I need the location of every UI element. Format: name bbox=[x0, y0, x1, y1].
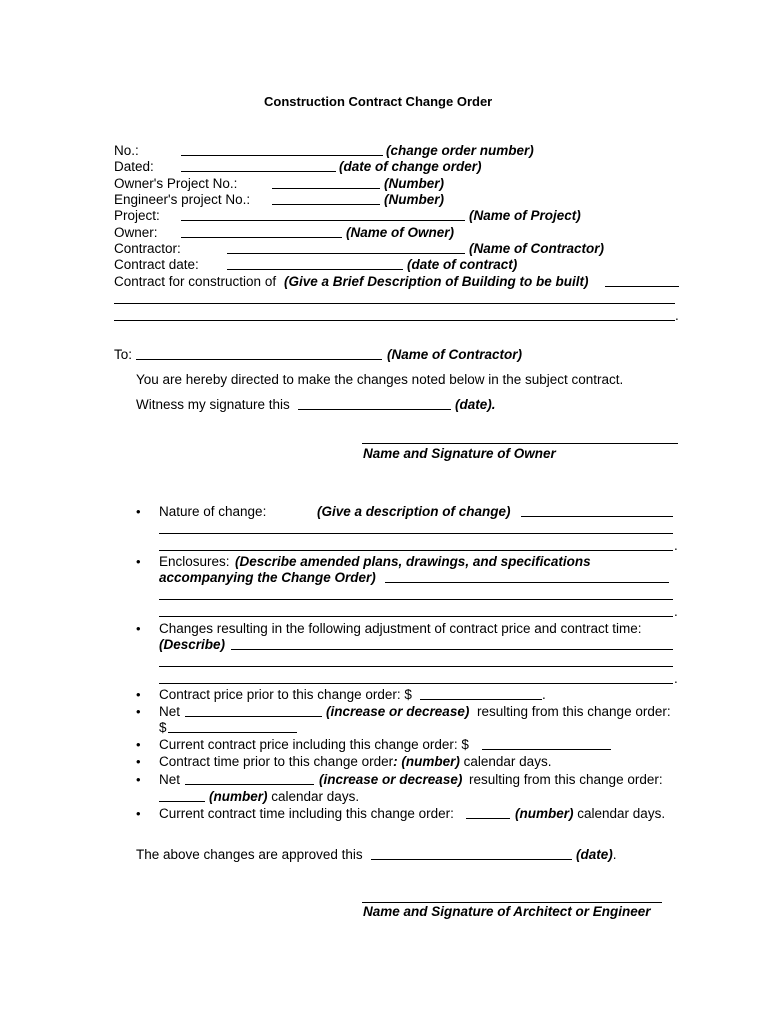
enclosures-hint-1: (Describe amended plans, drawings, and specifications bbox=[235, 554, 591, 569]
to-label: To: bbox=[114, 347, 133, 362]
document-title: Construction Contract Change Order bbox=[264, 94, 493, 109]
bullet-net-time: • bbox=[136, 772, 141, 787]
net-time-days-blank[interactable] bbox=[159, 801, 205, 802]
contractor-hint: (Name of Contractor) bbox=[469, 241, 605, 256]
net-time-days: calendar days. bbox=[271, 789, 360, 804]
bullet-net-price: • bbox=[136, 704, 141, 719]
describe-blank-3[interactable] bbox=[159, 683, 673, 684]
price-prior-blank[interactable] bbox=[420, 699, 542, 700]
contractor-label: Contractor: bbox=[114, 241, 181, 256]
nature-label: Nature of change: bbox=[159, 504, 267, 519]
net-price-blank[interactable] bbox=[185, 716, 322, 717]
contract-date-label: Contract date: bbox=[114, 257, 199, 272]
engineer-project-hint: (Number) bbox=[384, 192, 444, 207]
enclosures-blank[interactable] bbox=[385, 582, 669, 583]
net-price-hint: (increase or decrease) bbox=[326, 704, 470, 719]
owner-blank[interactable] bbox=[181, 237, 342, 238]
net-price-dollar: $ bbox=[159, 720, 167, 735]
project-hint: (Name of Project) bbox=[469, 208, 581, 223]
time-prior-label: Contract time prior to this change order bbox=[159, 754, 394, 769]
net-price-amount-blank[interactable] bbox=[168, 732, 297, 733]
witness-text: Witness my signature this bbox=[136, 397, 290, 412]
describe-blank-2[interactable] bbox=[159, 666, 673, 667]
no-blank[interactable] bbox=[181, 155, 383, 156]
project-blank[interactable] bbox=[181, 220, 465, 221]
current-time-text: Current contract time including this change order: bbox=[159, 806, 454, 821]
current-price-text: Current contract price including this change order: $ bbox=[159, 737, 469, 752]
current-time-days-text bbox=[515, 806, 665, 822]
construction-blank-3[interactable] bbox=[114, 320, 675, 321]
approval-blank[interactable] bbox=[371, 859, 572, 860]
contract-date-hint: (date of contract) bbox=[407, 257, 518, 272]
project-label: Project: bbox=[114, 208, 160, 223]
bullet-enclosures: • bbox=[136, 554, 141, 569]
engineer-project-blank[interactable] bbox=[272, 204, 380, 205]
contract-date-blank[interactable] bbox=[227, 269, 403, 270]
approval-text: The above changes are approved this bbox=[136, 847, 363, 862]
architect-signature-line[interactable] bbox=[362, 902, 662, 903]
nature-blank-3[interactable] bbox=[159, 550, 673, 551]
approval-hint-wrap bbox=[576, 847, 617, 863]
construction-period: . bbox=[675, 308, 679, 323]
net-time-days-text bbox=[209, 789, 359, 805]
dated-label: Dated: bbox=[114, 159, 154, 174]
bullet-current-price: • bbox=[136, 737, 141, 752]
net-time-hint: (increase or decrease) bbox=[319, 772, 463, 787]
architect-signature-label: Name and Signature of Architect or Engineer bbox=[363, 904, 651, 919]
nature-hint: (Give a description of change) bbox=[317, 504, 511, 519]
time-prior-colon: : bbox=[393, 754, 398, 769]
price-prior-text: Contract price prior to this change order: $ bbox=[159, 687, 412, 702]
current-price-blank[interactable] bbox=[482, 749, 611, 750]
nature-blank-2[interactable] bbox=[159, 533, 673, 534]
dated-blank[interactable] bbox=[181, 171, 336, 172]
enclosures-blank-3[interactable] bbox=[159, 616, 673, 617]
time-prior-days: calendar days. bbox=[463, 754, 552, 769]
to-blank[interactable] bbox=[136, 359, 382, 360]
owner-signature-label: Name and Signature of Owner bbox=[363, 446, 556, 461]
bullet-price-prior: • bbox=[136, 687, 141, 702]
time-prior-number-hint: (number) bbox=[401, 754, 460, 769]
bullet-nature: • bbox=[136, 504, 141, 519]
net-price-suffix: resulting from this change order: bbox=[477, 704, 671, 719]
dated-hint: (date of change order) bbox=[339, 159, 482, 174]
net-price-label: Net bbox=[159, 704, 181, 719]
time-prior-text bbox=[159, 754, 551, 770]
owner-project-hint: (Number) bbox=[384, 176, 444, 191]
enclosures-label: Enclosures: bbox=[159, 554, 230, 569]
to-hint: (Name of Contractor) bbox=[387, 347, 523, 362]
nature-period: . bbox=[674, 538, 678, 553]
describe-period: . bbox=[674, 671, 678, 686]
construction-hint: (Give a Brief Description of Building to be built) bbox=[284, 274, 589, 289]
net-time-suffix: resulting from this change order: bbox=[469, 772, 663, 787]
directed-text: You are hereby directed to make the changes noted below in the subject contract. bbox=[136, 372, 624, 387]
changes-text: Changes resulting in the following adjustment of contract price and contract time: bbox=[159, 621, 642, 636]
current-time-blank[interactable] bbox=[466, 818, 510, 819]
engineer-project-label: Engineer's project No.: bbox=[114, 192, 251, 207]
no-hint: (change order number) bbox=[386, 143, 534, 158]
bullet-current-time: • bbox=[136, 806, 141, 821]
owner-project-blank[interactable] bbox=[272, 188, 380, 189]
construction-blank[interactable] bbox=[605, 286, 679, 287]
net-time-label: Net bbox=[159, 772, 181, 787]
bullet-changes: • bbox=[136, 621, 141, 636]
net-time-blank[interactable] bbox=[185, 784, 314, 785]
contractor-blank[interactable] bbox=[227, 253, 465, 254]
owner-label: Owner: bbox=[114, 225, 158, 240]
price-prior-period: . bbox=[542, 687, 546, 702]
construction-label: Contract for construction of bbox=[114, 274, 277, 289]
current-time-days: calendar days. bbox=[577, 806, 666, 821]
describe-hint: (Describe) bbox=[159, 637, 226, 652]
owner-project-label: Owner's Project No.: bbox=[114, 176, 238, 191]
nature-blank[interactable] bbox=[521, 516, 673, 517]
no-label: No.: bbox=[114, 143, 139, 158]
owner-hint: (Name of Owner) bbox=[346, 225, 455, 240]
approval-period: . bbox=[612, 847, 617, 862]
enclosures-blank-2[interactable] bbox=[159, 599, 673, 600]
current-time-number-hint: (number) bbox=[515, 806, 574, 821]
enclosures-hint-2: accompanying the Change Order) bbox=[159, 570, 376, 585]
enclosures-period: . bbox=[674, 604, 678, 619]
owner-signature-line[interactable] bbox=[362, 443, 678, 444]
bullet-time-prior: • bbox=[136, 754, 141, 769]
approval-hint: (date) bbox=[576, 847, 613, 862]
witness-hint: (date). bbox=[455, 397, 496, 412]
construction-blank-2[interactable] bbox=[114, 303, 675, 304]
witness-blank[interactable] bbox=[298, 409, 451, 410]
describe-blank[interactable] bbox=[231, 649, 673, 650]
net-time-number-hint: (number) bbox=[209, 789, 268, 804]
